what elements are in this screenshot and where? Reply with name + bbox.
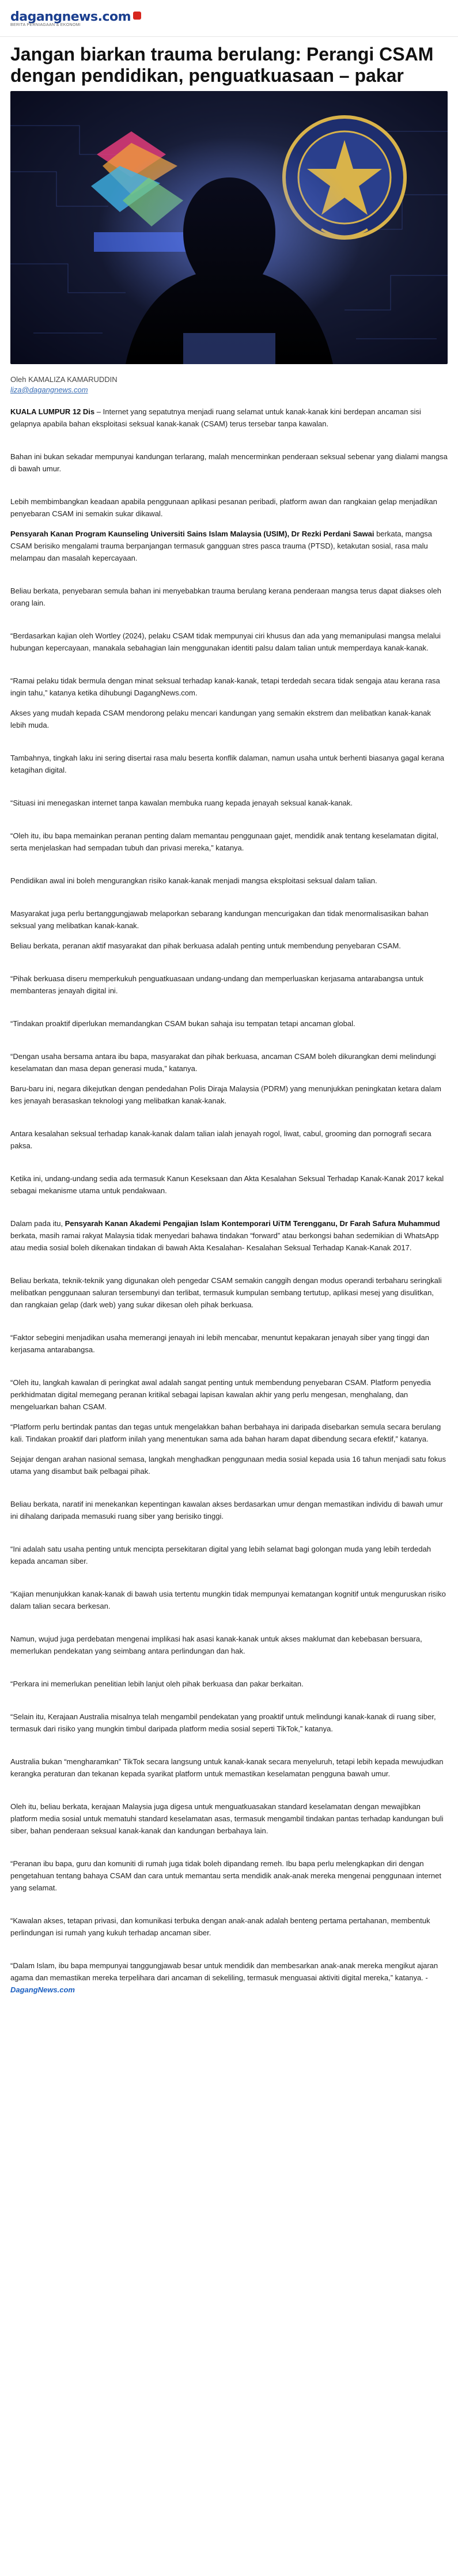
article-paragraph <box>10 973 448 997</box>
paragraph-text: “Kajian menunjukkan kanak-kanak di bawah usia tertentu mungkin tidak mempunyai kematangan kognitif untuk menguruskan risiko dalam talian secara berkesan. <box>10 1590 446 1610</box>
paragraph-text: “Situasi ini menegaskan internet tanpa kawalan membuka ruang kepada jenayah seksual kanak-kanak. <box>10 799 353 807</box>
paragraph-text: Beliau berkata, penyebaran semula bahan ini menyebabkan trauma berulang kerana penderaan mangsa terus dapat diakses oleh orang lain. <box>10 587 442 607</box>
paragraph-text: Namun, wujud juga perdebatan mengenai implikasi hak asasi kanak-kanak untuk akses maklumat dan kebebasan bersuara, memerlukan pendekatan yang seimbang antara perlindungan dan hak. <box>10 1635 422 1655</box>
paragraph-text: “Perkara ini memerlukan penelitian lebih lanjut oleh pihak berkuasa dan pakar berkaitan. <box>10 1679 304 1688</box>
paragraph-text: Beliau berkata, peranan aktif masyarakat dan pihak berkuasa adalah penting untuk membendung penyebaran CSAM. <box>10 941 401 950</box>
article-paragraph <box>10 1083 448 1107</box>
article-paragraph <box>10 495 448 520</box>
hero-illustration <box>10 91 448 364</box>
expert-name: Pensyarah Kanan Program Kaunseling Universiti Sains Islam Malaysia (USIM), Dr Rezki Perdani Sawai <box>10 529 374 538</box>
paragraph-text: “Peranan ibu bapa, guru dan komuniti di rumah juga tidak boleh dipandang remeh. Ibu bapa perlu melengkapkan diri dengan pengetahuan tentang bahaya CSAM dan cara untuk memantau serta mendidik anak-anak mereka mengenai penggunaan internet yang selamat. <box>10 1859 442 1892</box>
article-paragraph <box>10 1588 448 1612</box>
paragraph-text: “Tindakan proaktif diperlukan memandangkan CSAM bukan sahaja isu tempatan tetapi ancaman global. <box>10 1019 355 1028</box>
article-paragraph <box>10 1756 448 1780</box>
paragraph-text: Sejajar dengan arahan nasional semasa, langkah menghadkan penggunaan media sosial kepada usia 16 tahun menjadi satu fokus utama yang disambut baik pelbagai pihak. <box>10 1455 446 1476</box>
hero-image <box>10 91 448 364</box>
paragraph-text: “Dengan usaha bersama antara ibu bapa, masyarakat dan pihak berkuasa, ancaman CSAM boleh dikurangkan demi melindungi keselamatan dan masa depan generasi muda,” katanya. <box>10 1052 436 1073</box>
paragraph-text: Oleh itu, beliau berkata, kerajaan Malaysia juga digesa untuk menguatkuasakan standard keselamatan dengan mewajibkan platform media sosial untuk mematuhi standard keselamatan asas, termasuk mengambil tindakan pantas terhadap kandungan buli siber, bahan penderaan seksual kanak-kanak dan kandungan berbahaya lain. <box>10 1802 444 1835</box>
article-paragraph <box>10 1678 448 1690</box>
logo-tagline: BERITA PERNIAGAAN & EKONOMI <box>10 22 81 27</box>
article-paragraph <box>10 707 448 731</box>
paragraph-text: “Pihak berkuasa diseru memperkukuh penguatkuasaan undang-undang dan memperluaskan kerjasama antarabangsa untuk membanteras jenayah digital ini. <box>10 974 423 995</box>
article-paragraph <box>10 907 448 932</box>
article-paragraph <box>10 1128 448 1152</box>
article-paragraph <box>10 1858 448 1894</box>
paragraph-text: “Oleh itu, langkah kawalan di peringkat awal adalah sangat penting untuk membendung penyebaran CSAM. Platform penyedia perkhidmatan digital memegang peranan kritikal sebagai lapisan kawalan akhir yang perlu mengesan, menghalang, dan mengeluarkan bahan CSAM. <box>10 1378 431 1411</box>
paragraph-intro: Dalam pada itu, <box>10 1219 65 1228</box>
paragraph-text: “Platform perlu bertindak pantas dan tegas untuk mengelakkan bahan berbahaya ini daripada disebarkan semula secara berulang kali. Tindakan proaktif dari platform inilah yang menentukan sama ada bahan haram dapat dibendung secara efektif,” katanya. <box>10 1423 441 1443</box>
article-paragraph <box>10 940 448 952</box>
article-paragraph <box>10 1711 448 1735</box>
article-paragraph <box>10 1172 448 1197</box>
source-credit: DagangNews.com <box>10 1985 75 1994</box>
paragraph-text: berkata, masih ramai rakyat Malaysia tidak menyedari bahawa tindakan “forward” atau berkongsi bahan sedemikian di WhatsApp atau media sosial boleh dikenakan tindakan di bawah Akta Kesalahan- Kesalahan Seksual Terhadap Kanak-Kanak 2017. <box>10 1231 439 1252</box>
article-paragraph <box>10 875 448 887</box>
paragraph-text: “Selain itu, Kerajaan Australia misalnya telah mengambil pendekatan yang proaktif untuk melindungi kanak-kanak di ruang siber, termasuk dari risiko yang mungkin timbul daripada platform media sosial seperti TikTok,” katanya. <box>10 1712 436 1733</box>
article-paragraph <box>10 752 448 776</box>
paragraph-text: Australia bukan “mengharamkan” TikTok secara langsung untuk kanak-kanak secara menyeluruh, tetapi lebih kepada mewujudkan kerangka peraturan dan tekanan kepada syarikat platform untuk memastikan keselamatan pengguna bawah umur. <box>10 1757 444 1778</box>
paragraph-text: “Kawalan akses, tetapan privasi, dan komunikasi terbuka dengan anak-anak adalah benteng pertama pertahanan, membentuk perlindungan isi rumah yang kukuh terhadap ancaman siber. <box>10 1916 430 1937</box>
article-paragraph <box>10 1017 448 1030</box>
article-paragraph <box>10 830 448 854</box>
paragraph-text: Tambahnya, tingkah laku ini sering disertai rasa malu beserta konflik dalaman, namun usaha untuk berhenti biasanya gagal kerana ketagihan digital. <box>10 754 445 774</box>
article-paragraph <box>10 1421 448 1445</box>
paragraph-text: “Faktor sebegini menjadikan usaha memerangi jenayah ini lebih mencabar, menuntut kepakaran jenayah siber yang tinggi dan kerjasama antarabangsa. <box>10 1333 430 1354</box>
author-email-link[interactable]: liza@dagangnews.com <box>10 385 88 394</box>
article-paragraph <box>10 1331 448 1356</box>
paragraph-text: “Oleh itu, ibu bapa memainkan peranan penting dalam memantau penggunaan gajet, mendidik anak tentang keselamatan digital, serta menjelaskan had sempadan tubuh dan privasi mereka,” katanya. <box>10 831 438 852</box>
article-paragraph: “Dalam Islam, ibu bapa mempunyai tanggungjawab besar untuk mendidik dan membesarkan anak-anak mereka mengikut ajaran agama dan memastikan mereka terpelihara dari ancaman di sekeliling, termasuk menguasai aktiviti digital mereka,” katanya. - DagangNews.com <box>10 1961 438 1994</box>
paragraph-text: berkata, mangsa CSAM berisiko mengalami trauma berpanjangan termasuk gangguan stres pasca trauma (PTSD), ketakutan sosial, rasa malu melampau dan masalah kepercayaan. <box>10 529 432 562</box>
article-paragraph <box>10 1633 448 1657</box>
paragraph-text: Beliau berkata, naratif ini menekankan kepentingan kawalan akses berdasarkan umur dengan memastikan individu di bawah umur ini dihalang daripada memasuki ruang siber yang berisiko tinggi. <box>10 1500 443 1520</box>
site-header <box>0 0 458 37</box>
article-paragraph <box>10 1543 448 1567</box>
paragraph-text: “Dalam Islam, ibu bapa mempunyai tanggungjawab besar untuk mendidik dan membesarkan anak-anak mereka mengikut ajaran agama dan memastikan mereka terpelihara dari ancaman di sekeliling, termasuk menguasai aktiviti digital mereka,” katanya. <box>10 1961 438 1982</box>
article-paragraph <box>10 528 448 564</box>
article-paragraph <box>10 1453 448 1477</box>
paragraph-text: “Ini adalah satu usaha penting untuk mencipta persekitaran digital yang lebih selamat bagi golongan muda yang lebih terdedah kepada ancaman siber. <box>10 1545 431 1565</box>
paragraph-text: Ketika ini, undang-undang sedia ada termasuk Kanun Keseksaan dan Akta Kesalahan Seksual Terhadap Kanak-Kanak 2017 kekal sebagai mekanisme utama untuk pendakwaan. <box>10 1174 444 1195</box>
logo-wordmark <box>10 10 131 24</box>
paragraph-text: Lebih membimbangkan keadaan apabila penggunaan aplikasi pesanan peribadi, platform awan dan rangkaian gelap menjadikan penyebaran CSAM ini semakin sukar dikawal. <box>10 497 437 518</box>
article-paragraph <box>10 1376 448 1413</box>
paragraph-text: Masyarakat juga perlu bertanggungjawab melaporkan sebarang kandungan mencurigakan dan tidak menormalisasikan bahan seksual yang melibatkan kanak-kanak. <box>10 909 429 930</box>
laptop-glow <box>183 333 275 364</box>
article-paragraph <box>10 675 448 699</box>
logo-tld: .com <box>97 9 131 24</box>
article-body <box>10 406 448 1996</box>
site-logo[interactable] <box>10 10 141 27</box>
logo-name: dagangnews <box>10 9 98 24</box>
article-paragraph <box>10 630 448 654</box>
paragraph-text: – Internet yang sepatutnya menjadi ruang selamat untuk kanak-kanak kini berdepan ancaman sisi gelapnya apabila bahan eksploitasi seksual kanak-kanak (CSAM) terus tersebar tanpa kawalan. <box>10 407 421 428</box>
paragraph-text: Beliau berkata, teknik-teknik yang digunakan oleh pengedar CSAM semakin canggih dengan modus operandi terbaharu seringkali melibatkan penggunaan saluran tersembunyi dan terlibat, termasuk kumpulan sembang tertutup, aplikasi mesej yang disulitkan, dan rangkaian gelap (dark web) yang sukar dikesan oleh pihak berkuasa. <box>10 1276 442 1309</box>
article-paragraph <box>10 1217 448 1254</box>
expert-name: Pensyarah Kanan Akademi Pengajian Islam Kontemporari UiTM Terengganu, Dr Farah Safura Muhammud <box>65 1219 440 1228</box>
paragraph-text: Pendidikan awal ini boleh mengurangkan risiko kanak-kanak menjadi mangsa eksploitasi seksual dalam talian. <box>10 876 377 885</box>
article-paragraph <box>10 406 448 430</box>
article-paragraph <box>10 1274 448 1311</box>
article-paragraph <box>10 1800 448 1837</box>
article-paragraph <box>10 585 448 609</box>
article-paragraph <box>10 451 448 475</box>
logo-badge-icon <box>133 12 141 20</box>
paragraph-text: Bahan ini bukan sekadar mempunyai kandungan terlarang, malah mencerminkan penderaan seksual sebenar yang dialami mangsa di bawah umur. <box>10 452 448 473</box>
article-paragraph <box>10 1915 448 1939</box>
article-paragraph <box>10 797 448 809</box>
article <box>0 37 458 2034</box>
paragraph-text: Akses yang mudah kepada CSAM mendorong pelaku mencari kandungan yang semakin ekstrem dan melibatkan kanak-kanak lebih muda. <box>10 709 431 729</box>
article-paragraph <box>10 1498 448 1522</box>
paragraph-text: “Ramai pelaku tidak bermula dengan minat seksual terhadap kanak-kanak, tetapi terdedah secara tidak sengaja atau kerana rasa ingin tahu,” katanya ketika dihubungi DagangNews.com. <box>10 676 440 697</box>
paragraph-text: Antara kesalahan seksual terhadap kanak-kanak dalam talian ialah jenayah rogol, liwat, cabul, grooming dan pornografi secara paksa. <box>10 1129 431 1150</box>
article-headline: Jangan biarkan trauma berulang: Perangi CSAM dengan pendidikan, penguatkuasaan – pakar <box>10 44 434 86</box>
article-paragraph <box>10 1050 448 1075</box>
dateline: KUALA LUMPUR 12 Dis <box>10 407 95 416</box>
paragraph-text: “Berdasarkan kajian oleh Wortley (2024), pelaku CSAM tidak mempunyai ciri khusus dan ada yang memanipulasi mangsa melalui hubungan kepercayaan, manakala sebahagian lain menggunakan identiti palsu dalam talian untuk memperdaya kanak-kanak. <box>10 631 441 652</box>
paragraph-text: Baru-baru ini, negara dikejutkan dengan pendedahan Polis Diraja Malaysia (PDRM) yang menunjukkan peningkatan ketara dalam kes jenayah berasaskan teknologi yang melibatkan kanak-kanak. <box>10 1084 441 1105</box>
article-byline: Oleh KAMALIZA KAMARUDDIN <box>10 375 118 384</box>
